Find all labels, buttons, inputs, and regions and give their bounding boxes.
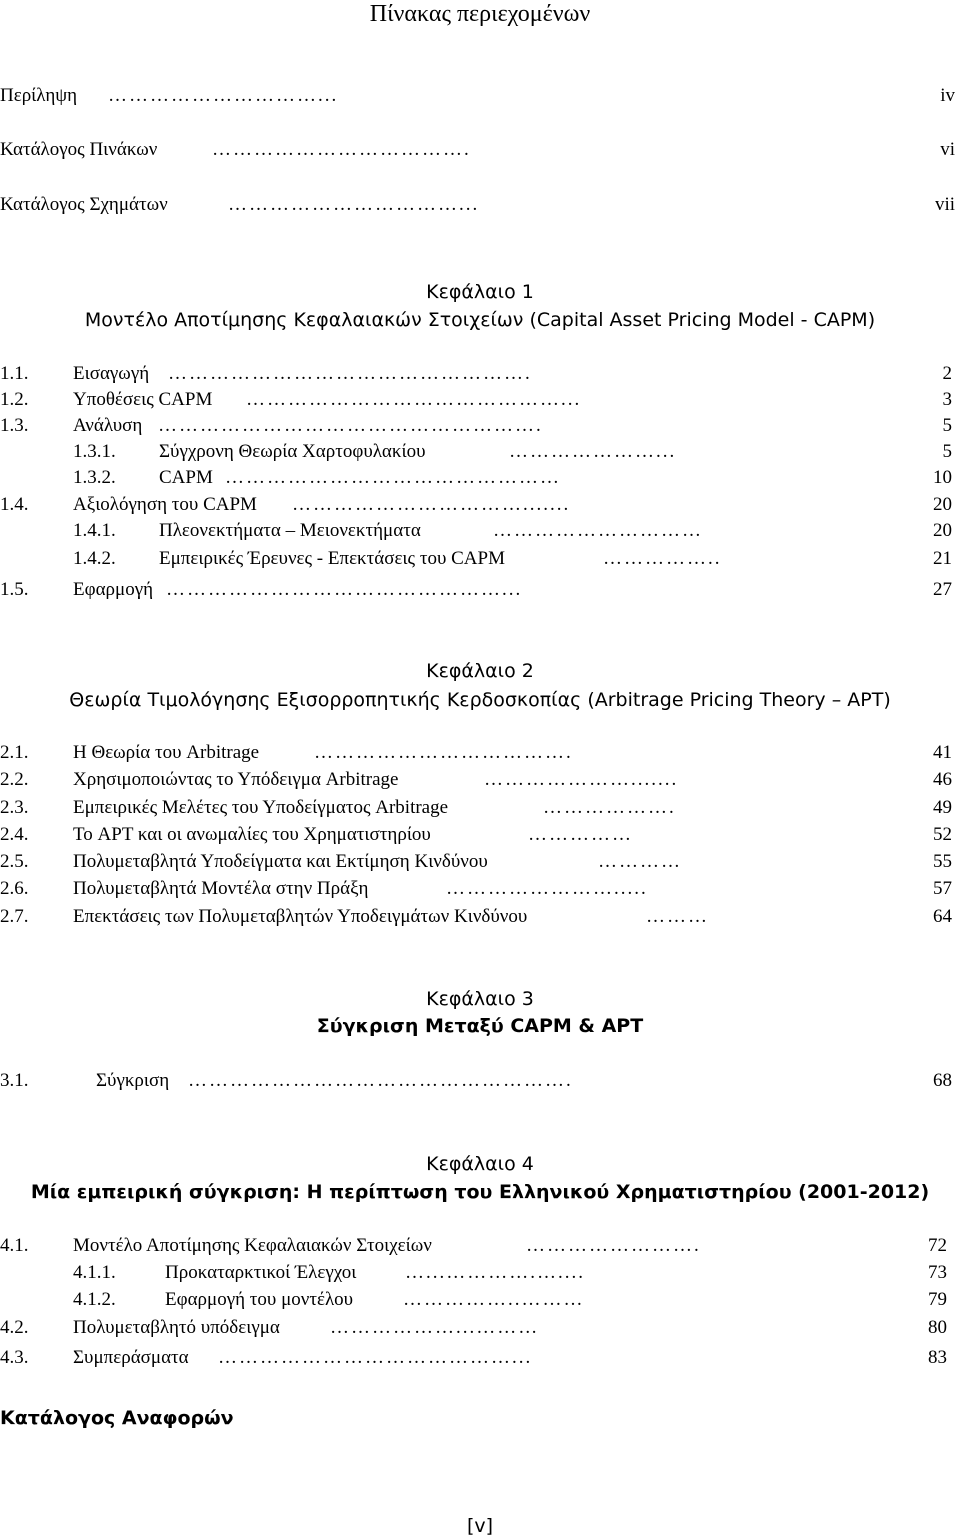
chapter-2-heading: Κεφάλαιο 2 (426, 660, 534, 682)
entry-number: 1.4. (0, 494, 29, 515)
entry-page: 20 (933, 494, 952, 515)
toc-entry[interactable] (73, 519, 952, 543)
toc-entry[interactable] (73, 440, 952, 464)
references-heading[interactable]: Κατάλογος Αναφορών (0, 1407, 234, 1429)
page-title: Πίνακας περιεχομένων (369, 1, 591, 27)
toc-entry[interactable] (0, 1316, 947, 1340)
toc-entry[interactable] (0, 877, 952, 901)
entry-page: 64 (933, 906, 952, 927)
entry-page: iv (940, 85, 955, 106)
entry-label: Μοντέλο Αποτίμησης Κεφαλαιακών Στοιχείων (73, 1235, 432, 1256)
entry-number: 2.4. (0, 824, 29, 845)
entry-page: 21 (933, 548, 952, 569)
entry-label: Συμπεράσματα (73, 1347, 189, 1368)
entry-number: 4.1.2. (73, 1289, 116, 1310)
toc-entry[interactable] (73, 466, 952, 490)
entry-number: 1.4.2. (73, 548, 116, 569)
entry-number: 1.3.2. (73, 467, 116, 488)
entry-number: 4.1.1. (73, 1262, 116, 1283)
entry-number: 2.2. (0, 769, 29, 790)
dot-leader: ………………………………………………. (188, 1070, 573, 1091)
entry-label: Εφαρμογή (73, 579, 154, 600)
toc-entry[interactable] (0, 414, 952, 438)
toc-entry-tables[interactable] (0, 138, 955, 162)
entry-number: 2.6. (0, 878, 29, 899)
entry-number: 2.5. (0, 851, 29, 872)
toc-entry[interactable] (0, 796, 952, 820)
entry-label: Σύγκριση (96, 1070, 170, 1091)
entry-page: 68 (933, 1070, 952, 1091)
dot-leader: ……… (646, 906, 709, 927)
toc-entry[interactable] (0, 741, 952, 765)
dot-leader: ………………. (543, 797, 676, 818)
entry-number: 2.3. (0, 797, 29, 818)
entry-page: vi (940, 139, 955, 160)
entry-page: 5 (942, 441, 952, 462)
entry-page: 49 (933, 797, 952, 818)
dot-leader: ……………………………………………. (168, 363, 532, 384)
dot-leader: …………………………... (108, 85, 339, 106)
entry-label: Χρησιμοποιώντας το Υπόδειγμα Arbitrage (73, 769, 399, 790)
toc-entry[interactable] (0, 1069, 952, 1093)
toc-entry[interactable] (73, 1288, 947, 1312)
entry-label: Επεκτάσεις των Πολυμεταβλητών Υποδειγμάτων Κινδύνου (73, 906, 528, 927)
entry-number: 4.1. (0, 1235, 29, 1256)
dot-leader: …………… (528, 824, 633, 845)
entry-page: 73 (928, 1262, 947, 1283)
entry-number: 1.4.1. (73, 520, 116, 541)
entry-label: Πολυμεταβλητά Υποδείγματα και Εκτίμηση Κινδύνου (73, 851, 488, 872)
entry-label: Πολυμεταβλητά Μοντέλα στην Πράξη (73, 878, 369, 899)
entry-label: Εισαγωγή (73, 363, 150, 384)
toc-entry[interactable] (0, 905, 952, 929)
toc-entry[interactable] (73, 547, 952, 571)
chapter-3-subtitle: Σύγκριση Μεταξύ CAPM & APT (316, 1015, 644, 1037)
toc-entry[interactable] (0, 1346, 947, 1370)
dot-leader: ………… (598, 851, 682, 872)
entry-label: Πλεονεκτήματα – Μειονεκτήματα (159, 520, 421, 541)
chapter-4-subtitle: Μία εμπειρική σύγκριση: Η περίπτωση του Ελληνικού Χρηματιστηρίου (2001-2012) (30, 1181, 930, 1203)
dot-leader: ………………………………………………. (158, 415, 543, 436)
dot-leader: ……………………. (526, 1235, 701, 1256)
toc-entry[interactable] (0, 362, 952, 386)
entry-page: 20 (933, 520, 952, 541)
entry-page: vii (934, 194, 955, 215)
entry-label: Πολυμεταβλητό υπόδειγμα (73, 1317, 280, 1338)
toc-entry[interactable] (0, 768, 952, 792)
dot-leader: ………………………………. (212, 139, 471, 160)
entry-page: 83 (928, 1347, 947, 1368)
entry-label: Η Θεωρία του Arbitrage (73, 742, 260, 763)
page-number-footer: [v] (466, 1515, 494, 1537)
entry-label: Κατάλογος Σχημάτων (0, 194, 168, 215)
entry-page: 57 (933, 878, 952, 899)
chapter-4-heading: Κεφάλαιο 4 (426, 1153, 534, 1175)
entry-page: 52 (933, 824, 952, 845)
entry-number: 1.3. (0, 415, 29, 436)
toc-entry[interactable] (0, 493, 952, 517)
entry-number: 3.1. (0, 1070, 29, 1091)
entry-number: 1.5. (0, 579, 29, 600)
dot-leader: ……………..……… (403, 1289, 585, 1310)
entry-page: 2 (942, 363, 952, 384)
entry-page: 80 (928, 1317, 947, 1338)
toc-entry[interactable] (0, 388, 952, 412)
dot-leader: ………………………………………… (225, 467, 561, 488)
entry-label: Εμπειρικές Έρευνες - Επεκτάσεις του CAPM (159, 548, 505, 569)
dot-leader: ………………………… (493, 520, 703, 541)
toc-entry-summary[interactable] (0, 84, 955, 108)
entry-page: 10 (933, 467, 952, 488)
dot-leader: …………………………………………... (166, 579, 523, 600)
toc-entry[interactable] (0, 850, 952, 874)
entry-number: 1.3.1. (73, 441, 116, 462)
toc-entry-figures[interactable] (0, 193, 955, 217)
toc-entry[interactable] (73, 1261, 947, 1285)
entry-label: Υποθέσεις CAPM (73, 389, 213, 410)
entry-page: 27 (933, 579, 952, 600)
dot-leader: ……………………………………... (218, 1347, 533, 1368)
chapter-1-subtitle: Μοντέλο Αποτίμησης Κεφαλαιακών Στοιχείων (Capital Asset Pricing Model - CAPM) (84, 309, 876, 331)
toc-entry[interactable] (0, 578, 952, 602)
entry-page: 72 (928, 1235, 947, 1256)
dot-leader: …………………....... (484, 769, 679, 790)
entry-number: 2.1. (0, 742, 29, 763)
dot-leader: ……………………………... (228, 194, 480, 215)
entry-label: Εμπειρικές Μελέτες του Υποδείγματος Arbitrage (73, 797, 449, 818)
entry-number: 4.3. (0, 1347, 29, 1368)
entry-label: Το APT και οι ανωμαλίες του Χρηματιστηρίου (73, 824, 431, 845)
entry-page: 41 (933, 742, 952, 763)
chapter-2-subtitle: Θεωρία Τιμολόγησης Εξισορροπητικής Κερδοσκοπίας (Arbitrage Pricing Theory – APT) (69, 689, 891, 711)
entry-label: Ανάλυση (73, 415, 143, 436)
entry-number: 2.7. (0, 906, 29, 927)
entry-label: CAPM (159, 467, 213, 488)
entry-label: Αξιολόγηση του CAPM (73, 494, 257, 515)
dot-leader: …...………….….... (405, 1262, 585, 1283)
entry-label: Προκαταρκτικοί Έλεγχοι (165, 1262, 357, 1283)
dot-leader: ……………………..... (446, 878, 648, 899)
entry-page: 3 (942, 389, 952, 410)
entry-label: Κατάλογος Πινάκων (0, 139, 158, 160)
dot-leader: ………………………………………... (246, 389, 582, 410)
entry-page: 5 (942, 415, 952, 436)
entry-label: Περίληψη (0, 85, 78, 106)
chapter-1-heading: Κεφάλαιο 1 (426, 281, 534, 303)
entry-page: 79 (928, 1289, 947, 1310)
entry-number: 1.2. (0, 389, 29, 410)
entry-page: 55 (933, 851, 952, 872)
entry-label: Εφαρμογή του μοντέλου (165, 1289, 354, 1310)
dot-leader: ………………………………. (314, 742, 573, 763)
entry-number: 4.2. (0, 1317, 29, 1338)
entry-number: 1.1. (0, 363, 29, 384)
chapter-3-heading: Κεφάλαιο 3 (426, 988, 534, 1010)
toc-entry[interactable] (0, 823, 952, 847)
entry-page: 46 (933, 769, 952, 790)
dot-leader: …………………... (509, 441, 677, 462)
toc-entry[interactable] (0, 1234, 947, 1258)
entry-label: Σύγχρονη Θεωρία Χαρτοφυλακίου (159, 441, 426, 462)
dot-leader: …………….. (603, 548, 722, 569)
dot-leader: ……………………………....... (292, 494, 571, 515)
dot-leader: ………………...……… (330, 1317, 540, 1338)
